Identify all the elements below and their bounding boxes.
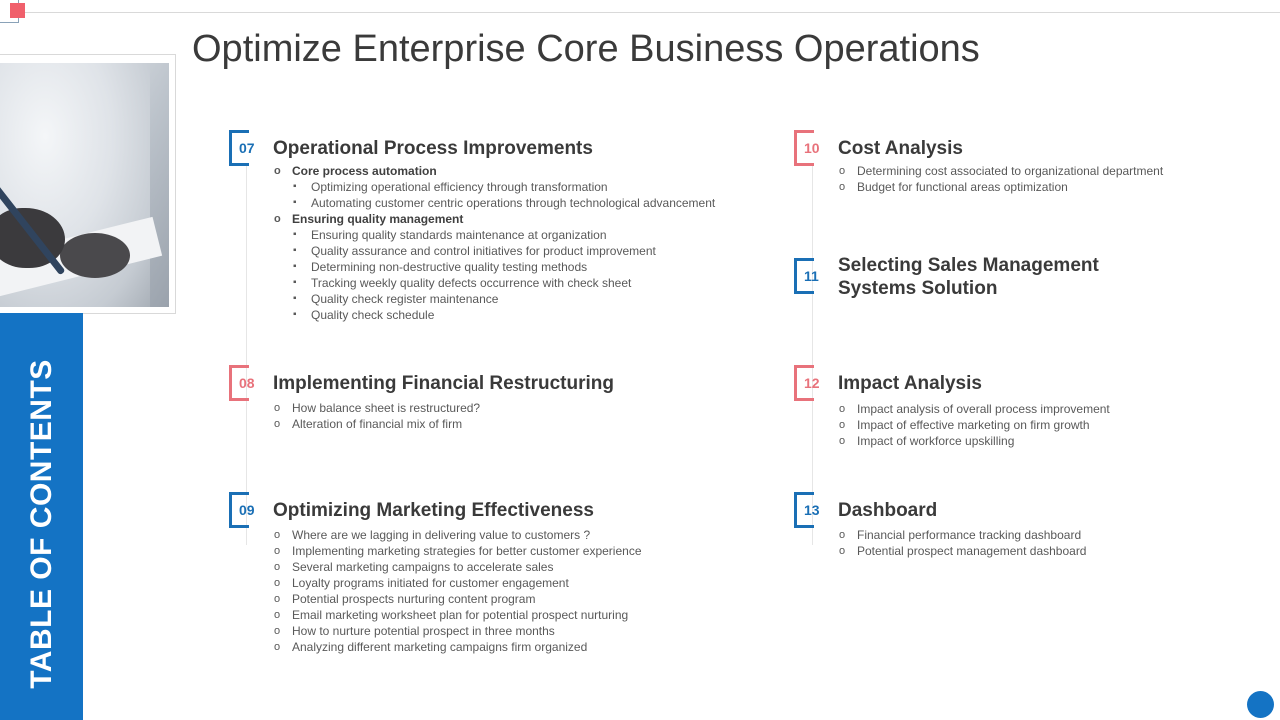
list-item: o Financial performance tracking dashboard (838, 527, 1086, 543)
list-item: o Loyalty programs initiated for customer engagement (273, 575, 642, 591)
list-item: o Impact analysis of overall process improvement (838, 401, 1110, 417)
bullet-list (273, 527, 642, 655)
list-item: o Potential prospects nurturing content program (273, 591, 642, 607)
corner-square-decoration (10, 3, 25, 18)
list-item: ▪ Quality check schedule (273, 307, 715, 323)
list-item: o Analyzing different marketing campaigns firm organized (273, 639, 642, 655)
list-item: o How to nurture potential prospect in three months (273, 623, 642, 639)
list-item: o Ensuring quality management (273, 211, 715, 227)
list-item: ▪ Automating customer centric operations through technological advancement (273, 195, 715, 211)
timeline-left (246, 165, 247, 545)
list-item: ▪ Ensuring quality standards maintenance at organization (273, 227, 715, 243)
section-title: Operational Process Improvements (273, 138, 593, 159)
section-number-badge: 12 (794, 365, 814, 401)
list-item: o Several marketing campaigns to accelerate sales (273, 559, 642, 575)
sidebar-label: TABLE OF CONTENTS (25, 359, 58, 689)
section-number-badge: 07 (229, 130, 249, 166)
list-item: ▪ Quality check register maintenance (273, 291, 715, 307)
photo-frame (0, 54, 176, 314)
section-title: Dashboard (838, 500, 938, 521)
section-title: Selecting Sales Management Systems Solution (838, 255, 1099, 299)
list-item: o Impact of workforce upskilling (838, 433, 1110, 449)
top-divider (22, 12, 1280, 13)
bullet-list (838, 401, 1110, 449)
bullet-list (273, 400, 480, 432)
list-item: o Impact of effective marketing on firm growth (838, 417, 1110, 433)
section-number-badge: 10 (794, 130, 814, 166)
section-title: Implementing Financial Restructuring (273, 373, 614, 394)
list-item: o Implementing marketing strategies for better customer experience (273, 543, 642, 559)
list-item: ▪ Determining non-destructive quality testing methods (273, 259, 715, 275)
section-number-badge: 09 (229, 492, 249, 528)
list-item: ▪ Optimizing operational efficiency through transformation (273, 179, 715, 195)
section-number-badge: 11 (794, 258, 814, 294)
list-item: o Potential prospect management dashboard (838, 543, 1086, 559)
list-item: o Determining cost associated to organizational department (838, 163, 1163, 179)
section-number-badge: 13 (794, 492, 814, 528)
bullet-list (273, 163, 715, 323)
section-number-badge: 08 (229, 365, 249, 401)
section-title: Impact Analysis (838, 373, 982, 394)
list-item: o Alteration of financial mix of firm (273, 416, 480, 432)
person-writing-photo (0, 63, 169, 307)
list-item: o How balance sheet is restructured? (273, 400, 480, 416)
list-item: o Email marketing worksheet plan for potential prospect nurturing (273, 607, 642, 623)
list-item: o Core process automation (273, 163, 715, 179)
list-item: o Where are we lagging in delivering value to customers ? (273, 527, 642, 543)
list-item: ▪ Tracking weekly quality defects occurrence with check sheet (273, 275, 715, 291)
list-item: ▪ Quality assurance and control initiatives for product improvement (273, 243, 715, 259)
slide-nav-dot[interactable] (1247, 691, 1274, 718)
bullet-list (838, 163, 1163, 195)
section-title: Optimizing Marketing Effectiveness (273, 500, 594, 521)
section-title: Cost Analysis (838, 138, 963, 159)
bullet-list (838, 527, 1086, 559)
list-item: o Budget for functional areas optimization (838, 179, 1163, 195)
timeline-right (812, 165, 813, 545)
page-title: Optimize Enterprise Core Business Operations (192, 28, 980, 70)
